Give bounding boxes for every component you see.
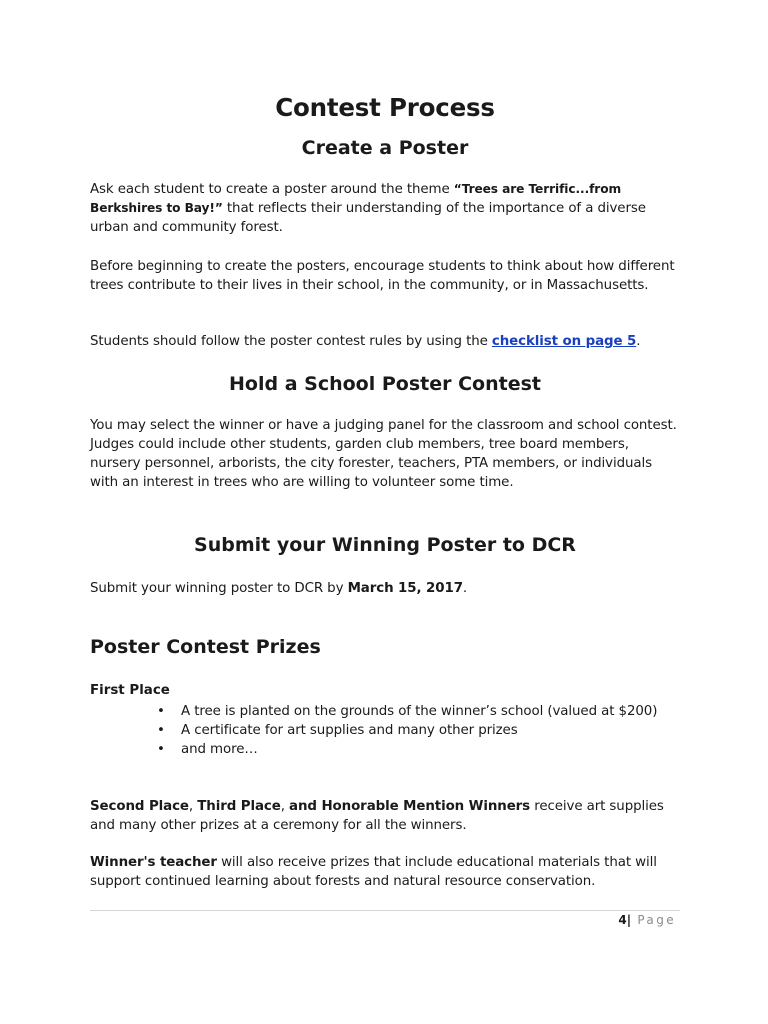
paragraph-before-beginning: Before beginning to create the posters, encourage students to think about how different trees contribute to their lives in their school, in the community, or in Massachusetts. xyxy=(90,259,675,293)
paragraph-teacher: Winner's teacher will also receive prizes that include educational materials that will support continued learning about forests and natural resource conservation. xyxy=(90,855,657,889)
list-item: • A certificate for art supplies and many other prizes xyxy=(157,723,518,738)
checklist-link[interactable]: checklist on page 5 xyxy=(491,334,637,349)
heading-hold-contest: Hold a School Poster Contest xyxy=(229,373,541,395)
list-item: • and more… xyxy=(157,742,258,757)
page-footer: 4| Page xyxy=(618,913,676,927)
paragraph-theme: Ask each student to create a poster around the theme “Trees are Terrific...from Berkshires to Bay!” that reflects their understanding of the importance of a diverse urban and community forest. xyxy=(90,182,646,235)
heading-prizes: Poster Contest Prizes xyxy=(90,636,321,658)
page-title: Contest Process xyxy=(275,93,495,122)
page-word: Page xyxy=(631,913,676,927)
paragraph-judging: You may select the winner or have a judging panel for the classroom and school contest. Judges could include other students, garden club members, tree board members, nursery personnel, arborists, the city forester, teachers, PTA members, or individuals with an interest in trees who are willing to volunteer some time. xyxy=(90,418,677,490)
list-item: • A tree is planted on the grounds of the winner’s school (valued at $200) xyxy=(157,704,658,719)
first-place-label: First Place xyxy=(90,683,170,698)
paragraph-other-winners: Second Place, Third Place, and Honorable Mention Winners receive art supplies and many other prizes at a ceremony for all the winners. xyxy=(90,799,664,833)
page-number: 4 xyxy=(618,913,627,927)
deadline-date: March 15, 2017 xyxy=(347,581,463,596)
footer-divider xyxy=(90,910,680,911)
first-place-list xyxy=(157,702,677,759)
heading-create-poster: Create a Poster xyxy=(301,137,469,159)
paragraph-submit: Submit your winning poster to DCR by March 15, 2017. xyxy=(90,581,468,596)
paragraph-rules: Students should follow the poster contest rules by using the checklist on page 5. xyxy=(90,334,641,349)
heading-submit: Submit your Winning Poster to DCR xyxy=(194,534,576,556)
theme-text: “Trees are Terrific...from Berkshires to Bay!” xyxy=(90,182,622,215)
